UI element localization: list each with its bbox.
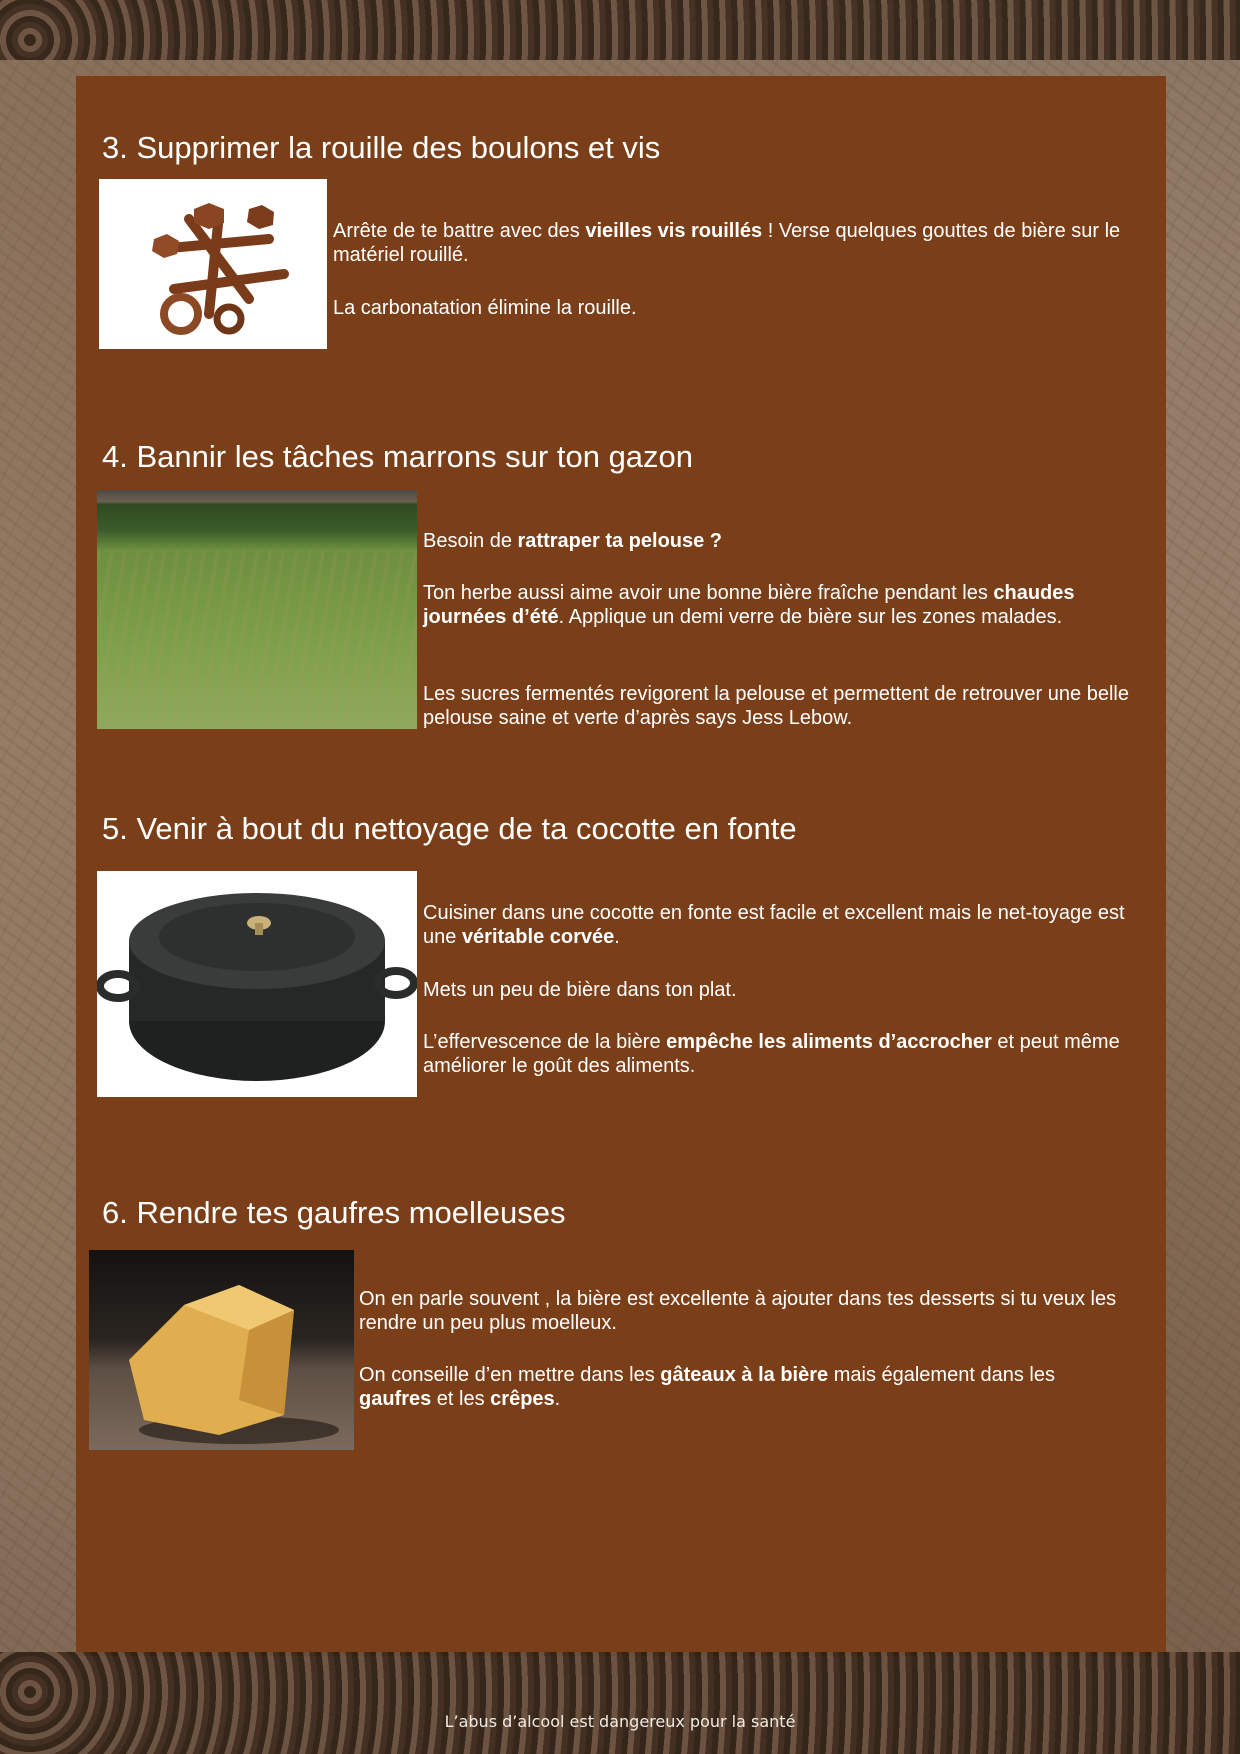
section-heading: 3. Supprimer la rouille des boulons et vis [102, 130, 661, 165]
bold-text: gâteaux à la bière [660, 1364, 829, 1386]
paragraph [333, 219, 1143, 267]
rusty-bolts-photo [99, 179, 327, 349]
text-run: mais également dans les [828, 1364, 1055, 1386]
section-heading: 5. Venir à bout du nettoyage de ta cocotte en fonte [102, 811, 797, 846]
decorative-top-border [0, 0, 1240, 60]
paragraph [359, 1363, 1119, 1411]
text-run: L’effervescence de la bière [423, 1031, 667, 1053]
text-run: ! Verse quelques gouttes de bière sur le matériel rouillé. [333, 220, 1121, 266]
bold-text: rattraper ta pelouse ? [517, 530, 723, 552]
paragraph [423, 978, 1143, 1002]
cake-piece-photo [89, 1250, 354, 1450]
bold-text: vieilles vis rouillés [585, 220, 763, 242]
bold-text: véritable corvée [461, 926, 615, 948]
cast-iron-pot-photo [97, 871, 417, 1097]
text-run: et peut même améliorer le goût des aliments. [423, 1031, 1120, 1077]
paragraph [423, 1030, 1143, 1078]
paragraph [423, 529, 1143, 553]
text-run: On conseille d’en mettre dans les [359, 1364, 661, 1386]
bold-text: crêpes [490, 1388, 555, 1410]
paragraph [359, 1287, 1119, 1335]
lawn-photo [97, 490, 417, 729]
paragraph [423, 581, 1143, 629]
section-heading: 4. Bannir les tâches marrons sur ton gazon [102, 439, 694, 474]
text-run: Les sucres fermentés revigorent la pelouse et permettent de retrouver une belle pelouse saine et verte d’après says Jess Lebow. [423, 683, 1129, 729]
bold-text: empêche les aliments d’accrocher [666, 1031, 992, 1053]
text-run: et les [431, 1388, 491, 1410]
decorative-bottom-border [0, 1652, 1240, 1754]
paragraph [423, 682, 1143, 730]
text-run: Mets un peu de bière dans ton plat. [423, 979, 737, 1001]
text-run: La carbonatation élimine la rouille. [333, 297, 637, 319]
text-run: . [614, 926, 620, 948]
bold-text: chaudes journées d’été [423, 582, 1075, 628]
text-run: Cuisiner dans une cocotte en fonte est facile et excellent mais le net-toyage est une [423, 902, 1125, 948]
text-run: Besoin de [423, 530, 518, 552]
text-run: . Applique un demi verre de bière sur les zones malades. [558, 606, 1063, 628]
text-run: Ton herbe aussi aime avoir une bonne bière fraîche pendant les [423, 582, 994, 604]
bold-text: gaufres [359, 1388, 432, 1410]
health-warning-footer: L’abus d’alcool est dangereux pour la santé [444, 1712, 796, 1731]
text-run: . [554, 1388, 561, 1410]
paragraph [333, 296, 1143, 320]
section-heading: 6. Rendre tes gaufres moelleuses [102, 1195, 566, 1230]
text-run: Arrête de te battre avec des [333, 220, 586, 242]
paragraph [423, 901, 1143, 949]
text-run: On en parle souvent , la bière est excellente à ajouter dans tes desserts si tu veux les rendre un peu plus moelleux. [359, 1288, 1117, 1334]
lawn-texture [97, 550, 417, 729]
